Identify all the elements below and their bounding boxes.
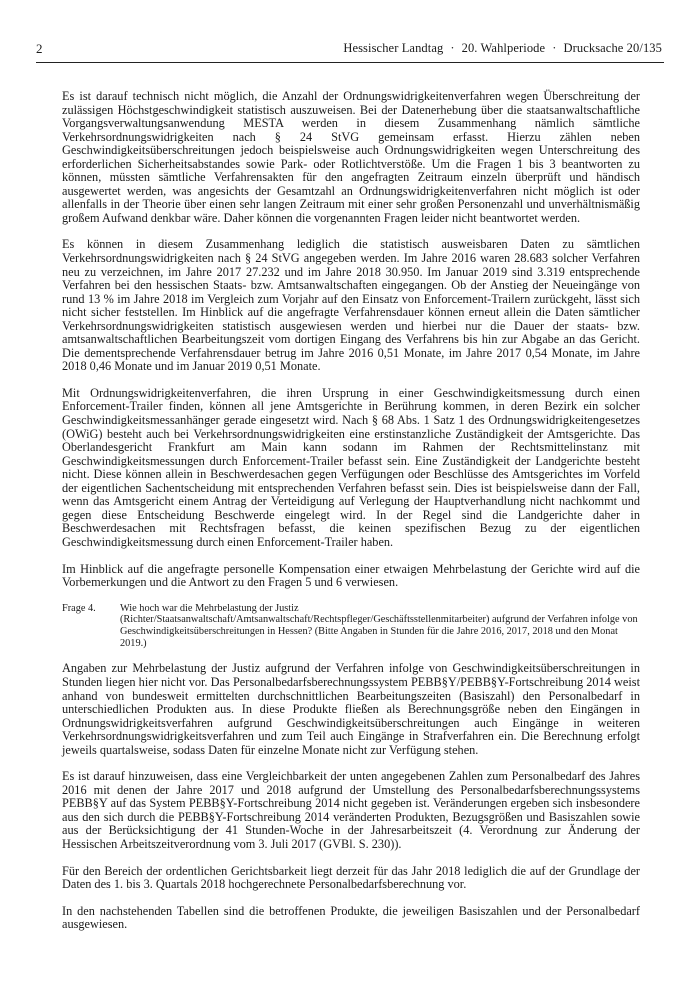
answer-paragraph: Für den Bereich der ordentlichen Gerichtsbarkeit liegt derzeit für das Jahr 2018 lediglich die auf der Grundlage der Daten des 1. bis 3. Quartals 2018 hochgerechnete Personalbedarfsberechnung vor. bbox=[62, 863, 640, 892]
paragraph: Es ist darauf technisch nicht möglich, die Anzahl der Ordnungswidrigkeitenverfahren wegen Überschreitung der zulässigen Höchstgeschwindigkeit statistisch auszuweisen. Bei der Datenerhebung über die staatsanwaltschaftliche Vorgangsverwaltungsanwendung MESTA werden in diesem Zusammenhang nämlich sämtliche Verkehrsordnungswidrigkeiten nach § 24 StVG gemeinsam erfasst. Hierzu zählen neben Geschwindigkeitsüberschreitungen jedoch beispielsweise auch Ordnungswidrigkeiten wegen Unterschreitung des erforderlichen Sicherheitsabstandes sowie Park- oder Rotlichtverstöße. Um die Fragen 1 bis 3 beantworten zu können, müssten sämtliche Verfahrensakten für den angefragten Zeitraum einzeln überprüft und händisch ausgewertet werden, was angesichts der Gesamtzahl an Ordnungswidrigkeitenverfahren nicht möglich ist oder allenfalls in der Theorie über einen sehr langen Zeitraum mit einer sehr großen Personenzahl und unverhältnismäßig großem Aufwand denkbar wäre. Daher können die vorgenannten Fragen leider nicht beantwortet werden. bbox=[62, 89, 640, 225]
header-separator: · bbox=[450, 41, 455, 55]
paragraph: Es können in diesem Zusammenhang lediglich die statistisch ausweisbaren Daten zu sämtlichen Verkehrsordnungswidrigkeiten nach § 24 StVG angegeben werden. Im Jahre 2016 waren 28.683 solcher Verfahren neu zu verzeichnen, im Jahre 2017 27.232 und im Jahre 2018 30.950. Im Januar 2019 sind 3.319 entsprechende Verfahren bei den hessischen Staats- bzw. Amtsanwaltschaften eingegangen. Ob der Anstieg der Neueingänge von rund 13 % im Jahre 2018 im Vergleich zum Vorjahr auf den Einsatz von Enforcement-Trailern zurückgeht, lässt sich nicht sicher feststellen. Im Hinblick auf die angefragte Verfahrensdauer können erneut allein die Daten sämtlicher Verkehrsordnungswidrigkeiten statistisch ausgewiesen werden und hierbei nur die Dauer der staats- bzw. amtsanwaltschaftlichen Bearbeitungszeit vom dortigen Eingang des Verfahrens bis hin zur Abgabe an das Gericht. Die dementsprechende Verfahrensdauer betrug im Jahre 2016 0,51 Monate, im Jahre 2017 0,54 Monate, im Jahre 2018 0,46 Monate und im Januar 2019 0,51 Monate. bbox=[62, 237, 640, 374]
header-document: Drucksache 20/135 bbox=[563, 41, 662, 55]
answer-paragraph: Es ist darauf hinzuweisen, dass eine Vergleichbarkeit der unten angegebenen Zahlen zum Personalbedarf des Jahres 2016 mit denen der Jahre 2017 und 2018 aufgrund der Umstellung des Personalbedarfsberechnungssystems PEBB§Y auf das System PEBB§Y-Fortschreibung 2014 nicht gegeben ist. Veränderungen ergeben sich insbesondere aus den sich durch die PEBB§Y-Fortschreibung 2014 veränderten Produkten, Bezugsgrößen und Basiszahlen sowie aus der Berücksichtigung der 41 Stunden-Woche in der Jahresarbeitszeit (4. Verordnung zur Änderung der Hessischen Arbeitszeitverordnung vom 3. Juli 2017 (GVBl. S. 230)). bbox=[62, 769, 640, 851]
header-separator: · bbox=[552, 41, 557, 55]
header-period: 20. Wahlperiode bbox=[461, 41, 546, 55]
page-header bbox=[36, 38, 664, 63]
question-block bbox=[62, 603, 640, 650]
header-info bbox=[343, 41, 662, 56]
paragraph: Mit Ordnungswidrigkeitenverfahren, die ihren Ursprung in einer Geschwindigkeitsmessung durch einen Enforcement-Trailer finden, können all jene Amtsgerichte in Berührung kommen, in deren Bezirk ein solcher Geschwindigkeitsmessanhänger gerade eingesetzt wird. Nach § 68 Abs. 1 Satz 1 des Ordnungswidrigkeitengesetzes (OWiG) besteht auch bei Verkehrsordnungswidrigkeiten eine erstinstanzliche Zuständigkeit der Amtsgerichte. Das Oberlandesgericht Frankfurt am Main kann sodann im Rahmen der Rechtsmittelinstanz mit Geschwindigkeitsmessungen durch Enforcement-Trailer befasst sein. Eine Zuständigkeit der Landgerichte besteht nicht. Diese können allein in Beschwerdesachen gegen Verfügungen oder Beschlüsse des Amtsgerichtes im Vorfeld der eigentlichen Sachentscheidung mit entsprechenden Verfahren befasst sein. Dies ist beispielsweise dann der Fall, wenn das Amtsgericht einem Antrag der Verteidigung auf Verlegung der Hauptverhandlung nicht nachkommt und gegen diese Entscheidung Beschwerde eingelegt wird. In der Regel sind die Landgerichte daher in Beschwerdesachen mit Rechtsfragen befasst, die keinen spezifischen Bezug zu der eigentlichen Geschwindigkeitsmessung durch einen Enforcement-Trailer haben. bbox=[62, 385, 640, 549]
answer-paragraph: Angaben zur Mehrbelastung der Justiz aufgrund der Verfahren infolge von Geschwindigkeitsüberschreitungen in Stunden liegen hier nicht vor. Das Personalbedarfsberechnungssystem PEBB§Y/PEBB§Y-Fortschreibung 2014 weist anhand von bundesweit ermittelten durchschnittlichen Bearbeitungszeiten (Basiszahl) den Personalbedarf in unterschiedlichen Produkten aus. In diese Produkte fließen als Berechnungsgröße neben den Eingängen in Ordnungswidrigkeitsverfahren aufgrund Geschwindigkeitsüberschreitungen auch Eingänge in weiteren Verkehrsordnungswidrigkeitsverfahren und zum Teil auch Eingänge in Strafverfahren ein. Die Berechnung erfolgt jeweils quartalsweise, sodass Daten für einzelne Monate nicht zur Verfügung stehen. bbox=[62, 661, 640, 757]
question-text: Wie hoch war die Mehrbelastung der Justiz (Richter/Staatsanwaltschaft/Amtsanwaltschaft/Rechtspfleger/Geschäftsstellenmitarbeiter) aufgrund der Verfahren infolge von Geschwindigkeitsüberschreitungen in Hessen? (Bitte Angaben in Stunden für die Jahre 2016, 2017, 2018 und den Monat 2019.) bbox=[120, 602, 638, 649]
page-number: 2 bbox=[36, 41, 43, 56]
answer-paragraph: In den nachstehenden Tabellen sind die betroffenen Produkte, die jeweiligen Basiszahlen und der Personalbedarf ausgewiesen. bbox=[62, 903, 640, 932]
header-publisher: Hessischer Landtag bbox=[343, 41, 444, 55]
paragraph: Im Hinblick auf die angefragte personelle Kompensation einer etwaigen Mehrbelastung der Gerichte wird auf die Vorbemerkungen und die Antwort zu den Fragen 5 und 6 verwiesen. bbox=[62, 561, 640, 590]
question-label: Frage 4. bbox=[62, 602, 96, 614]
document-body bbox=[62, 90, 640, 945]
